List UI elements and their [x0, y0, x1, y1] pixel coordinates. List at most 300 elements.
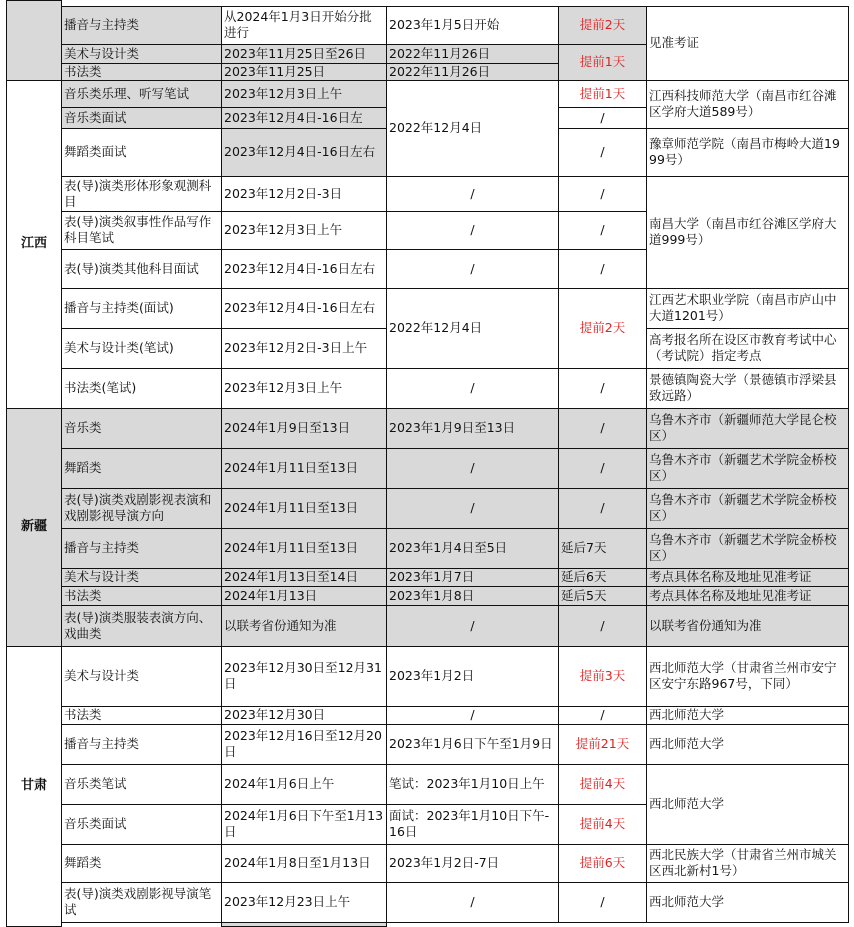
location-cell: 考点具体名称及地址见准考证 [646, 568, 848, 586]
grid-line [646, 706, 848, 707]
exam-date-cell: 2023年12月3日上午 [221, 80, 386, 107]
grid-line [646, 844, 848, 845]
grid-line [61, 804, 221, 805]
category-cell: 书法类 [61, 586, 221, 605]
category-cell: 音乐类笔试 [61, 764, 221, 804]
grid-line [221, 804, 386, 805]
location-cell: 乌鲁木齐市（新疆艺术学院金桥校区） [646, 528, 848, 568]
grid-line [61, 646, 62, 706]
grid-line [386, 568, 558, 569]
grid-line [61, 128, 62, 176]
province-cell: 甘肃 [6, 646, 61, 926]
grid-line [558, 176, 559, 211]
category-cell: 音乐类面试 [61, 804, 221, 844]
grid-line [646, 724, 647, 764]
change-cell: 延后6天 [558, 568, 646, 586]
grid-line [646, 764, 848, 765]
grid-line [221, 586, 386, 587]
grid-line [646, 568, 647, 586]
grid-line [558, 882, 646, 883]
grid-line [221, 724, 386, 725]
prev-date-cell: 2023年1月7日 [386, 568, 558, 586]
grid-line [221, 80, 386, 81]
grid-line [646, 844, 647, 882]
grid-line [558, 568, 559, 586]
grid-line [386, 586, 387, 605]
grid-line [558, 586, 646, 587]
grid-line [558, 488, 646, 489]
change-cell: / [558, 882, 646, 922]
prev-date-cell: / [386, 249, 558, 288]
grid-line [646, 249, 647, 289]
grid-line [221, 706, 222, 724]
grid-line [61, 724, 221, 725]
grid-line [386, 448, 387, 488]
grid-line [221, 368, 222, 408]
grid-line [646, 488, 848, 489]
exam-date-cell: 从2024年1月3日开始分批进行 [221, 6, 386, 44]
prev-date-cell: / [386, 176, 558, 211]
grid-line [646, 586, 647, 605]
exam-date-cell: 2023年12月3日上午 [221, 211, 386, 249]
grid-line [646, 882, 848, 883]
grid-line [221, 646, 386, 647]
prev-date-cell: / [386, 211, 558, 249]
grid-line [61, 211, 221, 212]
grid-line [558, 128, 559, 176]
change-cell: / [558, 128, 646, 176]
grid-line [386, 176, 558, 177]
category-cell: 美术与设计类 [61, 646, 221, 706]
grid-line [386, 882, 387, 922]
grid-line [6, 80, 7, 408]
grid-line [61, 107, 62, 128]
grid-line [848, 328, 849, 369]
grid-line [61, 368, 62, 408]
grid-line [61, 328, 221, 329]
exam-date-cell: 2024年1月8日至1月13日 [221, 844, 386, 882]
grid-line [221, 488, 386, 489]
grid-line [61, 586, 62, 605]
grid-line [646, 568, 848, 569]
grid-line [221, 448, 386, 449]
grid-line [646, 586, 848, 587]
grid-line [848, 408, 849, 449]
grid-line [646, 176, 848, 177]
exam-date-cell: 2023年12月4日-16日左右 [221, 288, 386, 328]
prev-date-cell: 2023年1月6日下午至1月9日 [386, 724, 558, 764]
change-cell: 延后5天 [558, 586, 646, 605]
grid-line [646, 408, 647, 448]
category-cell: 音乐类面试 [61, 107, 221, 128]
grid-line [221, 249, 222, 288]
grid-line [221, 44, 386, 45]
grid-line [386, 706, 387, 724]
grid-line [386, 288, 387, 368]
grid-line [558, 448, 646, 449]
location-cell: 江西艺术职业学院（南昌市庐山中大道1201号） [646, 288, 848, 328]
grid-line [61, 249, 62, 288]
grid-line [646, 764, 647, 844]
grid-line [558, 128, 646, 129]
prev-date-cell: / [386, 605, 558, 646]
prev-date-cell: 2023年1月2日 [386, 646, 558, 706]
prev-date-cell: / [386, 882, 558, 922]
grid-line [221, 528, 222, 568]
grid-line [61, 605, 221, 606]
grid-line [386, 605, 387, 646]
location-cell: 乌鲁木齐市（新疆师范大学昆仑校区） [646, 408, 848, 448]
grid-line [558, 882, 559, 922]
prev-date-cell: 2022年12月4日 [386, 80, 558, 176]
prev-date-cell: / [386, 368, 558, 408]
change-cell: / [558, 176, 646, 211]
category-cell: 播音与主持类(面试) [61, 288, 221, 328]
change-cell: 提前1天 [558, 44, 646, 80]
grid-line [848, 646, 849, 707]
grid-line [646, 80, 848, 81]
grid-line [386, 706, 558, 707]
prev-date-cell: 2023年1月5日开始 [386, 6, 558, 44]
change-cell: 提前2天 [558, 288, 646, 368]
grid-line [61, 488, 62, 528]
category-cell: 音乐类 [61, 408, 221, 448]
exam-date-cell: 2024年1月11日至13日 [221, 448, 386, 488]
category-cell: 表(导)演类戏剧影视导演笔试 [61, 882, 221, 922]
grid-line [646, 128, 647, 176]
grid-line [386, 646, 558, 647]
grid-line [386, 646, 387, 706]
location-cell: 景德镇陶瓷大学（景德镇市浮梁县致远路） [646, 368, 848, 408]
location-cell: 西北师范大学 [646, 764, 848, 844]
change-cell: 延后7天 [558, 528, 646, 568]
grid-line [221, 408, 386, 409]
grid-line [558, 764, 646, 765]
grid-line [61, 528, 62, 568]
grid-line [221, 882, 386, 883]
grid-line [221, 605, 222, 646]
grid-line [386, 408, 558, 409]
grid-line [646, 448, 647, 488]
grid-line [558, 706, 559, 724]
grid-line [386, 176, 387, 211]
grid-line [386, 44, 558, 45]
exam-date-cell: 2024年1月6日上午 [221, 764, 386, 804]
grid-line [221, 528, 386, 529]
grid-line [221, 63, 386, 64]
location-cell: 考点具体名称及地址见准考证 [646, 586, 848, 605]
grid-line [848, 764, 849, 845]
grid-line [558, 528, 646, 529]
exam-date-cell: 2024年1月13日 [221, 586, 386, 605]
grid-line [646, 605, 848, 606]
grid-line [221, 568, 386, 569]
grid-line [221, 80, 222, 107]
category-cell: 舞蹈类 [61, 844, 221, 882]
exam-date-cell: 2024年1月13日至14日 [221, 568, 386, 586]
location-cell: 西北民族大学（甘肃省兰州市城关区西北新村1号） [646, 844, 848, 882]
grid-line [386, 764, 387, 804]
grid-line [6, 646, 7, 926]
prev-date-cell: 2023年1月9日至13日 [386, 408, 558, 448]
category-cell: 美术与设计类 [61, 44, 221, 63]
location-cell: 乌鲁木齐市（新疆艺术学院金桥校区） [646, 488, 848, 528]
grid-line [386, 44, 387, 63]
grid-line [221, 6, 386, 7]
grid-line [558, 211, 559, 249]
grid-line [61, 605, 62, 646]
exam-date-cell: 2024年1月9日至13日 [221, 408, 386, 448]
prev-date-cell: 2023年1月2日-7日 [386, 844, 558, 882]
grid-line [61, 44, 221, 45]
grid-line [646, 528, 848, 529]
grid-line [848, 6, 849, 81]
grid-line [221, 288, 386, 289]
grid-line [386, 844, 387, 882]
grid-line [848, 568, 849, 587]
grid-line [61, 448, 62, 488]
grid-line [558, 176, 646, 177]
grid-line [221, 176, 222, 211]
grid-line [386, 488, 387, 528]
change-cell: / [558, 448, 646, 488]
category-cell: 书法类(笔试) [61, 368, 221, 408]
grid-line [221, 176, 386, 177]
grid-line [558, 568, 646, 569]
exam-date-cell: 2023年12月2日-3日上午 [221, 328, 386, 368]
grid-line [646, 528, 647, 568]
grid-line [221, 488, 222, 528]
grid-line [221, 448, 222, 488]
grid-line [221, 107, 222, 128]
grid-line [558, 646, 559, 706]
category-cell: 播音与主持类 [61, 724, 221, 764]
grid-line [558, 605, 646, 606]
prev-date-cell: / [386, 488, 558, 528]
grid-line [221, 922, 386, 923]
grid-line [61, 249, 221, 250]
grid-line [386, 804, 387, 844]
grid-line [558, 724, 559, 764]
grid-line [646, 605, 647, 646]
grid-line [646, 6, 647, 80]
grid-line [386, 488, 558, 489]
grid-line [558, 408, 646, 409]
grid-line [558, 764, 559, 804]
grid-line [221, 211, 222, 249]
grid-line [558, 249, 559, 288]
grid-line [221, 368, 386, 369]
grid-line [6, 646, 61, 647]
location-cell: 乌鲁木齐市（新疆艺术学院金桥校区） [646, 448, 848, 488]
grid-line [848, 488, 849, 529]
grid-line [386, 922, 559, 923]
exam-date-cell: 2023年12月4日-16日左右 [221, 249, 386, 288]
grid-line [6, 80, 61, 81]
grid-line [386, 288, 558, 289]
grid-line [646, 107, 647, 129]
grid-line [848, 80, 849, 129]
change-cell: 提前3天 [558, 646, 646, 706]
grid-line [848, 724, 849, 765]
grid-line [386, 764, 558, 765]
grid-line [221, 107, 386, 108]
location-cell: 西北师范大学（甘肃省兰州市安宁区安宁东路967号，下同） [646, 646, 848, 706]
grid-line [646, 646, 647, 706]
grid-line [61, 724, 62, 764]
grid-line [61, 368, 221, 369]
prev-date-cell: / [386, 706, 558, 724]
exam-date-cell: 2023年12月30日至12月31日 [221, 646, 386, 706]
prev-date-cell: 2022年11月26日 [386, 63, 558, 80]
grid-line [221, 804, 222, 844]
grid-line [848, 706, 849, 725]
grid-line [221, 764, 386, 765]
location-cell: 西北师范大学 [646, 724, 848, 764]
grid-line [386, 368, 558, 369]
change-cell: / [558, 211, 646, 249]
category-cell: 表(导)演类服装表演方向、戏曲类 [61, 605, 221, 646]
change-cell: / [558, 408, 646, 448]
category-cell: 播音与主持类 [61, 6, 221, 44]
grid-line [646, 408, 848, 409]
grid-line [558, 706, 646, 707]
grid-line [558, 804, 646, 805]
grid-line [221, 764, 222, 804]
grid-line [848, 448, 849, 489]
location-cell: 西北师范大学 [646, 882, 848, 922]
grid-line [386, 804, 558, 805]
grid-line [386, 211, 558, 212]
grid-line [386, 249, 387, 288]
grid-line [386, 211, 387, 249]
grid-line [386, 368, 387, 408]
grid-line [221, 646, 222, 706]
grid-line [61, 44, 62, 63]
grid-line [221, 724, 222, 764]
grid-line [848, 128, 849, 177]
exam-date-cell: 2023年12月23日上午 [221, 882, 386, 922]
grid-line [646, 368, 848, 369]
category-cell: 表(导)演类其他科目面试 [61, 249, 221, 288]
grid-line [558, 368, 646, 369]
change-cell: / [558, 368, 646, 408]
grid-line [61, 128, 221, 129]
grid-line [646, 646, 848, 647]
grid-line [646, 368, 647, 408]
prev-date-cell: 笔试：2023年1月10日上午 [386, 764, 558, 804]
grid-line [61, 844, 221, 845]
grid-line [61, 176, 62, 211]
exam-date-cell: 2024年1月11日至13日 [221, 488, 386, 528]
grid-line [61, 804, 62, 844]
grid-line [646, 922, 849, 923]
grid-line [646, 328, 848, 329]
grid-line [61, 107, 221, 108]
grid-line [61, 882, 62, 922]
grid-line [558, 528, 559, 568]
grid-line [386, 128, 387, 177]
grid-line [61, 764, 221, 765]
grid-line [221, 605, 386, 606]
grid-line [386, 568, 387, 586]
grid-line [61, 63, 62, 80]
grid-line [6, 408, 7, 646]
grid-line [558, 488, 559, 528]
grid-line [221, 882, 222, 922]
exam-date-cell: 2024年1月11日至13日 [221, 528, 386, 568]
exam-date-cell: 2023年12月4日-16日左右 [221, 128, 386, 176]
grid-line [558, 804, 559, 844]
grid-line [221, 63, 222, 80]
grid-line [61, 568, 221, 569]
grid-line [221, 706, 386, 707]
grid-line [848, 528, 849, 569]
category-cell: 美术与设计类(笔试) [61, 328, 221, 368]
grid-line [221, 922, 222, 926]
grid-line [558, 448, 559, 488]
grid-line [558, 249, 646, 250]
grid-line [61, 6, 221, 7]
grid-line [221, 328, 386, 329]
category-cell: 舞蹈类面试 [61, 128, 221, 176]
grid-line [386, 63, 387, 80]
grid-line [558, 922, 647, 923]
prev-date-cell: 2022年11月26日 [386, 44, 558, 63]
grid-line [221, 568, 222, 586]
grid-line [61, 211, 62, 249]
grid-line [646, 724, 848, 725]
grid-line [386, 882, 558, 883]
grid-line [61, 922, 222, 923]
grid-line [558, 211, 646, 212]
change-cell: 提前4天 [558, 764, 646, 804]
grid-line [61, 408, 62, 448]
grid-line [221, 408, 222, 448]
category-cell: 书法类 [61, 63, 221, 80]
grid-line [61, 882, 221, 883]
grid-line [646, 488, 647, 528]
prev-date-cell: 2023年1月8日 [386, 586, 558, 605]
grid-line [558, 107, 559, 128]
grid-line [386, 724, 558, 725]
grid-line [386, 249, 558, 250]
grid-line [646, 882, 647, 922]
prev-date-cell: / [386, 448, 558, 488]
category-cell: 表(导)演类戏剧影视表演和戏剧影视导演方向 [61, 488, 221, 528]
grid-line [646, 448, 848, 449]
location-cell: 豫章师范学院（南昌市梅岭大道1999号） [646, 128, 848, 176]
grid-line [386, 922, 387, 927]
grid-line [646, 288, 848, 289]
grid-line [646, 328, 647, 368]
grid-line [221, 586, 222, 605]
grid-line [221, 128, 386, 129]
grid-line [61, 63, 221, 64]
exam-date-cell: 2023年12月30日 [221, 706, 386, 724]
grid-line [61, 844, 62, 882]
grid-line [61, 6, 62, 44]
change-cell: 提前1天 [558, 80, 646, 107]
grid-line [848, 368, 849, 409]
change-cell: / [558, 107, 646, 128]
location-cell: 南昌大学（南昌市红谷滩区学府大道999号） [646, 176, 848, 288]
grid-line [61, 528, 221, 529]
location-cell: 以联考省份通知为准 [646, 605, 848, 646]
grid-line [848, 882, 849, 923]
change-cell: 提前4天 [558, 804, 646, 844]
grid-line [221, 288, 222, 328]
